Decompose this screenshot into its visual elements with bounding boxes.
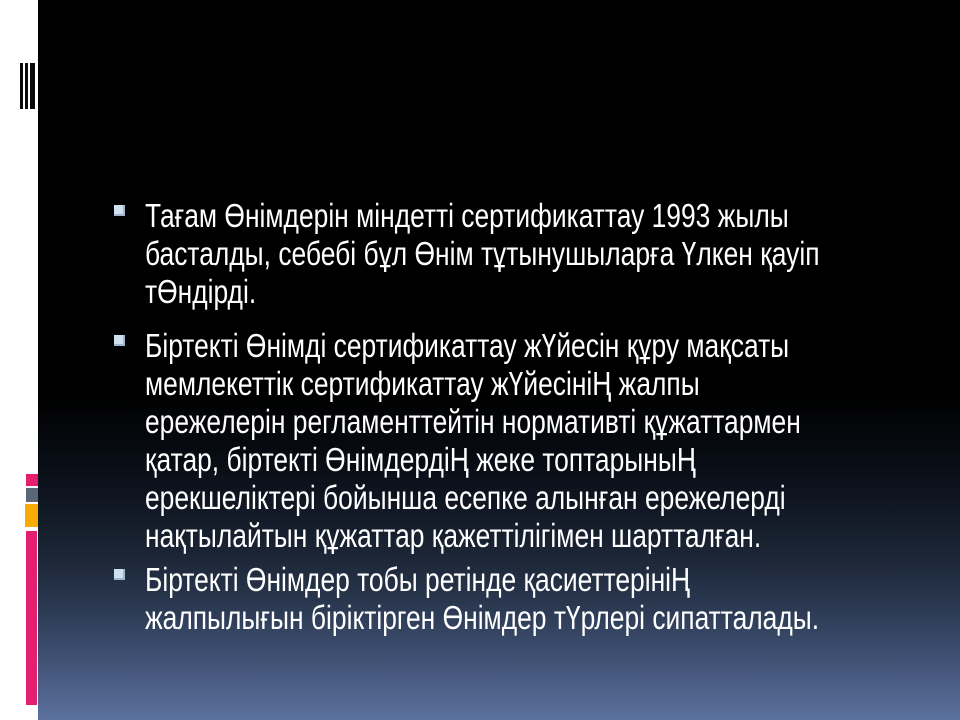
bullet-list bbox=[114, 197, 914, 637]
bullet-text-line: Біртекті Өнімді сертификаттау жҮйесін құру мақсаты bbox=[145, 327, 790, 364]
square-bullet-icon bbox=[114, 569, 125, 580]
accent-square-pink bbox=[26, 474, 38, 486]
bullet-text-line: Тағам Өнімдерін міндетті сертификаттау 1993 жылы bbox=[145, 197, 789, 234]
accent-bar-pink bbox=[26, 531, 37, 705]
square-bullet-icon bbox=[114, 205, 125, 216]
bullet-text-line: басталды, себебі бұл Өнім тұтынушыларға Үлкен қауіп bbox=[145, 235, 820, 272]
bullet-text-line: ерекшеліктері бойынша есепке алынған ережелерді bbox=[145, 479, 786, 516]
bullet-item bbox=[114, 561, 914, 637]
accent-square-amber bbox=[25, 504, 38, 527]
bullet-text-line: Біртекті Өнімдер тобы ретінде қасиеттерініҢ bbox=[145, 561, 691, 598]
square-bullet-icon bbox=[114, 335, 125, 346]
accent-square-slate bbox=[26, 488, 38, 502]
bullet-text-line: жалпылығын біріктірген Өнімдер тҮрлері сипатталады. bbox=[145, 599, 820, 636]
left-accent-strip bbox=[0, 0, 38, 720]
barcode-icon bbox=[20, 63, 35, 109]
barcode-bar bbox=[25, 63, 28, 109]
bullet-text-line: қатар, біртекті ӨнімдердіҢ жеке топтарыныҢ bbox=[145, 441, 696, 478]
bullet-text-line: нақтылайтын құжаттар қажеттілігімен шартталған. bbox=[145, 517, 762, 554]
bullet-item bbox=[114, 197, 914, 311]
bullet-item bbox=[114, 327, 914, 555]
bullet-text-line: мемлекеттік сертификаттау жҮйесініҢ жалпы bbox=[145, 365, 700, 402]
barcode-bar bbox=[30, 63, 35, 109]
barcode-bar bbox=[20, 63, 23, 109]
bullet-text-line: тӨндірді. bbox=[145, 273, 257, 310]
bullet-text-line: ережелерін регламенттейтін нормативті құжаттармен bbox=[145, 403, 801, 440]
